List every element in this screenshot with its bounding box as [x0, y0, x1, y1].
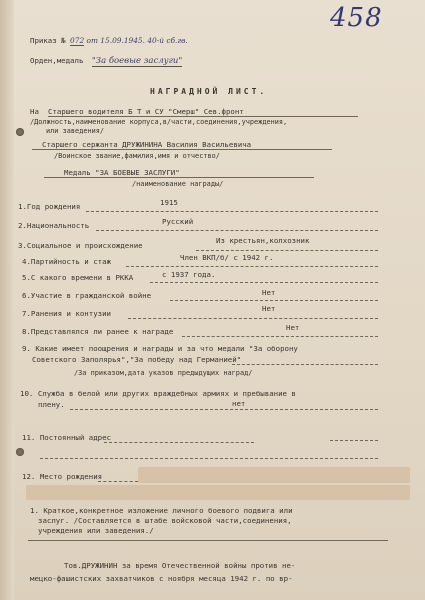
field-value: Из крестьян,колхозник — [216, 236, 310, 245]
position-caption-1: /Должность,наименование корпуса,в/части,соединения,учреждения, — [30, 118, 288, 126]
redaction-block — [138, 467, 410, 483]
field-value: Нет — [286, 323, 300, 332]
unit-underline — [48, 116, 358, 117]
field-dashed-line — [232, 364, 378, 365]
field-10-value: нет — [232, 399, 246, 408]
person-name: Старшего сержанта ДРУЖИНИНА Василия Васильевича — [42, 140, 252, 149]
order-label: Приказ № — [30, 36, 71, 45]
field-dashed-line — [170, 300, 378, 301]
field-9-line-1: 9. Какие имеет поощрения и награды и за что медали "За оборону — [22, 344, 298, 353]
field-value: 1915 — [160, 198, 178, 207]
field-dashed-line — [98, 481, 138, 482]
field-dashed-line — [40, 458, 378, 459]
order-line — [30, 36, 188, 45]
field-dashed-line — [150, 282, 378, 283]
field-value: с 1937 года. — [162, 270, 216, 279]
award-caption: /наименование награды/ — [132, 180, 224, 188]
binder-hole — [16, 128, 24, 136]
medal-line — [30, 56, 182, 66]
field-9-caption: /За приказом,дата указов предыдущих наград/ — [74, 369, 253, 377]
field-label: 4.Партийность и стаж — [22, 257, 111, 266]
order-number: 072 — [70, 36, 85, 45]
body-text-line-1: Тов.ДРУЖИНИН за время Отечественной войны против не- — [64, 561, 296, 570]
medal-value: "За боевые заслуги" — [91, 56, 183, 66]
field-10-line-1: 10. Служба в белой или других враждебных армиях и пребывание в — [20, 389, 296, 398]
body-text-line-2: мецко-фашистских захватчиков с ноября месяца 1942 г. по вр- — [30, 574, 293, 583]
field-dashed-line — [128, 318, 378, 319]
field-dashed-line — [196, 250, 378, 251]
field-value: Член ВКП/б/ с 1942 г. — [180, 253, 274, 262]
order-suffix: 40-й сб.гв. — [144, 36, 188, 45]
redaction-block — [26, 485, 410, 500]
field-10-line-2: плену. — [38, 400, 65, 409]
position-caption-2: или заведения/ — [46, 127, 105, 135]
field-value: Нет — [262, 288, 276, 297]
field-value: Нет — [262, 304, 276, 313]
name-underline — [32, 149, 332, 150]
field-label: 6.Участие в гражданской войне — [22, 291, 152, 300]
award-name: Медаль "ЗА БОЕВЫЕ ЗАСЛУГИ" — [64, 168, 180, 177]
section-divider — [28, 540, 388, 541]
field-label: 1.Год рождения — [18, 202, 81, 211]
field-dashed-line — [70, 409, 378, 410]
field-dashed-line — [96, 230, 378, 231]
field-label: 2.Национальность — [18, 221, 90, 230]
field-label: 8.Представлялся ли ранее к награде — [22, 327, 174, 336]
field-dashed-line — [182, 336, 378, 337]
name-caption: /Воинское звание,фамилия,имя и отчество/ — [54, 152, 220, 160]
order-date: от 15.09.1945. — [84, 36, 145, 45]
field-dashed-line — [126, 266, 378, 267]
unit-text: Старшего водителя Б Т и СУ "Смерш" Сев.фронт — [48, 107, 244, 116]
field-dashed-line — [104, 442, 254, 443]
unit-prefix: На — [30, 107, 39, 116]
field-11-label: 11. Постоянный адрес — [22, 433, 112, 442]
field-value: Русский — [162, 217, 194, 226]
handwritten-page-number: 458 — [330, 3, 383, 33]
section-1-line-2: заслуг. /Составляется в штабе войсковой части,соединения, — [38, 516, 292, 525]
page-edge-shadow — [0, 0, 14, 600]
field-label: 5.С какого времени в РККА — [22, 273, 134, 282]
binder-hole — [16, 448, 24, 456]
section-1-line-3: учреждения или заведения./ — [38, 526, 154, 535]
medal-label: Орден,медаль — [30, 56, 84, 65]
field-label: 3.Социальное и происхождение — [18, 241, 143, 250]
document-title: НАГРАДНОЙ ЛИСТ. — [150, 87, 268, 96]
field-label: 7.Ранения и контузии — [22, 309, 111, 318]
field-dashed-line — [86, 211, 378, 212]
award-underline — [44, 177, 314, 178]
field-dashed-line — [330, 440, 378, 441]
field-12-label: 12. Место рождения — [22, 472, 103, 481]
field-9-line-2: Советского Заполярья","За победу над Германией" — [32, 355, 242, 364]
section-1-line-1: 1. Краткое,конкретное изложение личного боевого подвига или — [30, 506, 293, 515]
